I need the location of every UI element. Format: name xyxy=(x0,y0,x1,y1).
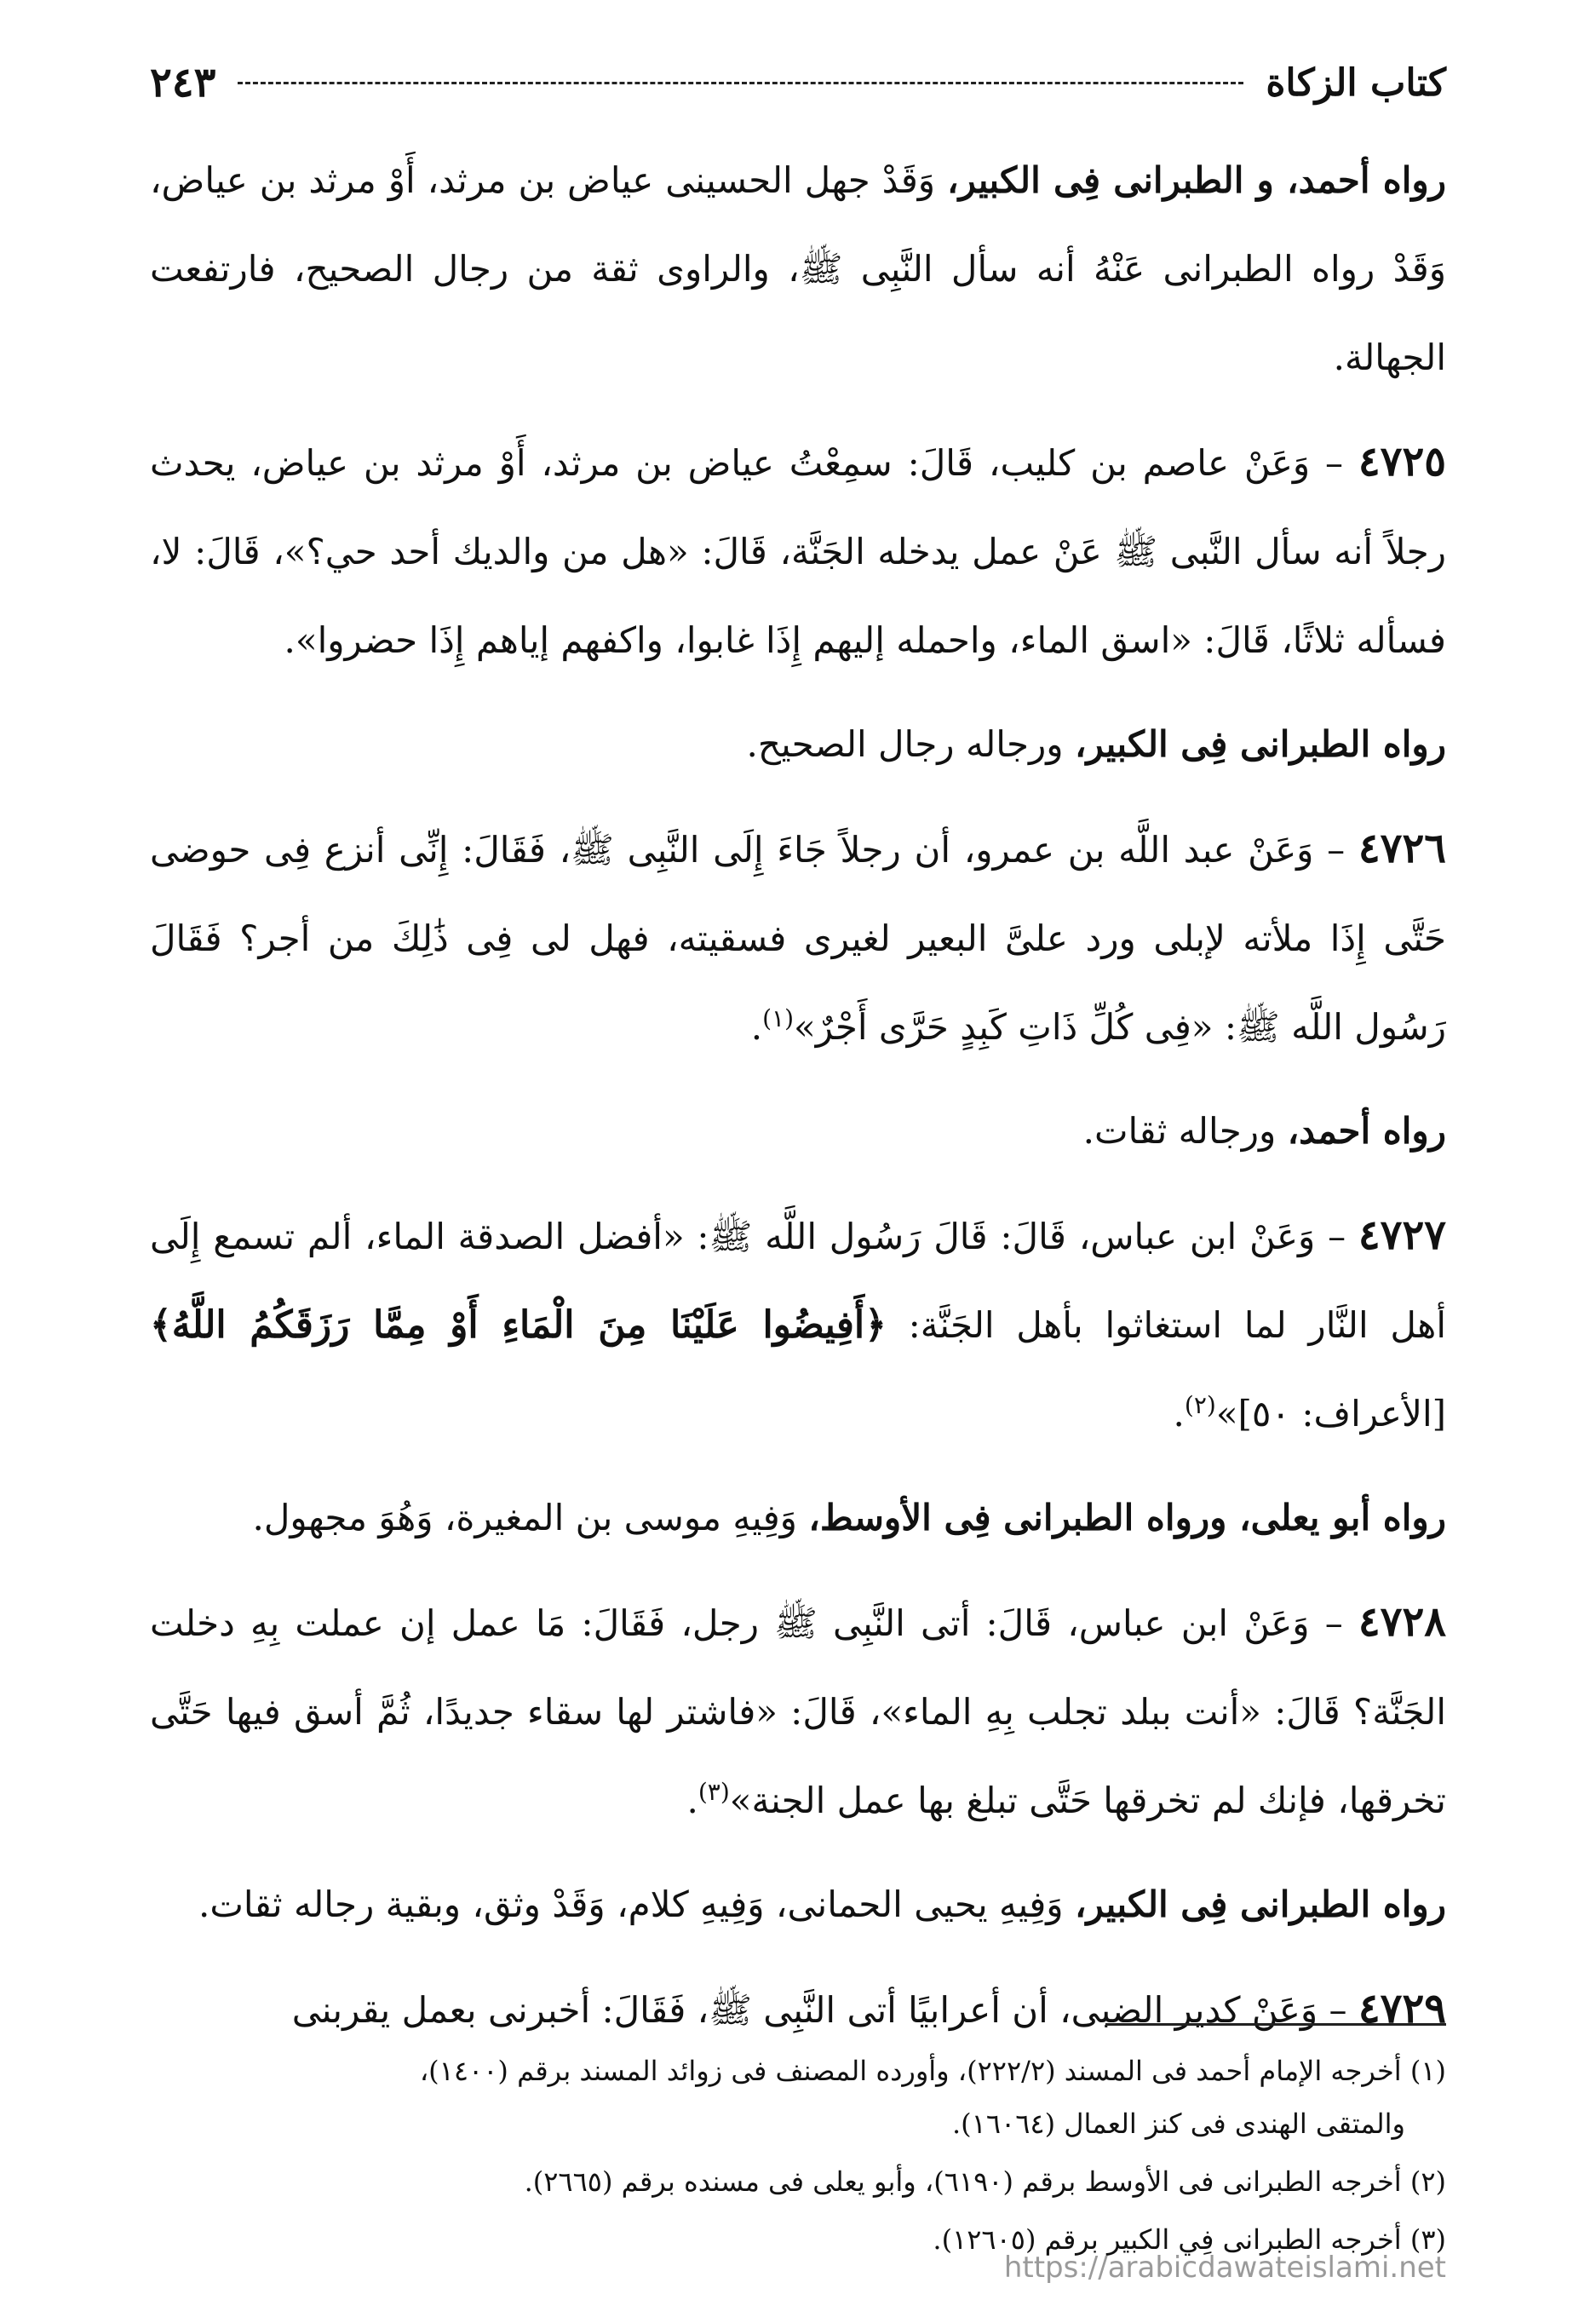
narration-text: ورجاله ثقات. xyxy=(1082,1110,1288,1152)
hadith-number: ٤٧٢٨ xyxy=(1358,1598,1447,1646)
hadith-text: – وَعَنْ ابن عباس، قَالَ: قَالَ رَسُول اللَّه ﷺ: «أفضل الصدقة الماء، ألم تسمع إِلَى أهل النَّار لما استغاثوا بأهل الجَنَّة: xyxy=(150,1216,1446,1346)
verse-reference: [الأعراف: ٥٠]» xyxy=(1215,1393,1446,1435)
narration-paragraph xyxy=(150,700,1446,789)
footnote-mark: (٢) xyxy=(1409,2165,1446,2198)
hadith-text: – وَعَنْ كدير الضبى، أن أعرابيًا أتى النَّبِى ﷺ، فَقَالَ: أخبرنى بعمل يقربنى xyxy=(291,1989,1347,2031)
footnote-separator xyxy=(1105,2023,1446,2026)
hadith-number: ٤٧٢٧ xyxy=(1358,1211,1447,1259)
source-attribution: رواه أحمد، و الطبرانى فِى الكبير، xyxy=(947,159,1446,201)
hadith-paragraph xyxy=(150,417,1446,685)
hadith-paragraph xyxy=(150,1964,1446,2055)
footnote-continuation: والمتقى الهندى فى كنز العمال (١٦٠٦٤). xyxy=(951,2107,1405,2140)
narration-text: وَفِيهِ يحيى الحمانى، وَفِيهِ كلام، وَقَدْ وثق، وبقية رجاله ثقات. xyxy=(198,1883,1075,1925)
source-attribution: رواه الطبرانى فِى الكبير، xyxy=(1074,723,1446,765)
narration-paragraph xyxy=(150,1474,1446,1562)
footnote-reference[interactable]: (١) xyxy=(762,1004,794,1032)
hadith-number: ٤٧٢٥ xyxy=(1358,438,1446,486)
narration-paragraph xyxy=(150,1860,1446,1949)
footnote-reference[interactable]: (٣) xyxy=(698,1778,730,1806)
footnote-reference[interactable]: (٢) xyxy=(1184,1391,1216,1419)
footnote-text: أخرجه الإمام أحمد فى المسند (٢٢٢/٢)، وأورده المصنف فى زوائد المسند برقم (١٤٠٠)، xyxy=(419,2055,1402,2087)
sentence-end: . xyxy=(686,1780,698,1821)
watermark: https://arabicdawateislami.net xyxy=(1003,2251,1446,2285)
quran-verse: ﴿أَفِيضُوا عَلَيْنَا مِنَ الْمَاءِ أَوْ مِمَّا رَزَقَكُمُ اللَّهُ﴾ xyxy=(150,1303,887,1347)
hadith-text: – وَعَنْ ابن عباس، قَالَ: أتى النَّبِى ﷺ رجل، فَقَالَ: مَا عمل إن عملت بِهِ دخلت الجَنَّة؟ قَالَ: «أنت ببلد تجلب بِهِ الماء»، قَالَ: «فاشتر لها سقاء جديدًا، ثُمَّ أسق فيها حَتَّى تخرقها، فإنك لم تخرقها حَتَّى تبلغ بها عمل الجنة» xyxy=(150,1602,1446,1821)
hadith-text: – وَعَنْ عبد اللَّه بن عمرو، أن رجلاً جَاءَ إِلَى النَّبِى ﷺ، فَقَالَ: إِنِّى أنزع فِى حوضى حَتَّى إِذَا ملأته لإبلى ورد علىَّ البعير لغيرى فسقيته، فهل لى فِى ذَٰلِكَ من أجر؟ فَقَالَ رَسُول اللَّه ﷺ: «فِى كُلِّ ذَاتِ كَبِدٍ حَرَّى أَجْرٌ» xyxy=(150,829,1446,1048)
narration-paragraph xyxy=(150,1087,1446,1176)
footnote-text: أخرجه الطبرانى فِي الكبير برقم (١٢٦٠٥). xyxy=(933,2223,1402,2256)
narration-text: ورجاله رجال الصحيح. xyxy=(746,723,1075,765)
page-header xyxy=(150,53,1446,112)
book-title: كتاب الزكاة xyxy=(1266,60,1446,105)
footnote xyxy=(150,2044,1446,2150)
sentence-end: . xyxy=(1173,1393,1185,1435)
narration-paragraph xyxy=(150,136,1446,402)
footnote-mark: (١) xyxy=(1409,2055,1446,2087)
hadith-number: ٤٧٢٩ xyxy=(1358,1985,1446,2033)
page-number: ٢٤٣ xyxy=(150,59,216,106)
source-attribution: رواه الطبرانى فِى الكبير، xyxy=(1074,1883,1446,1925)
sentence-end: . xyxy=(750,1006,763,1048)
source-attribution: رواه أحمد، xyxy=(1287,1110,1446,1152)
source-attribution: رواه أبو يعلى، ورواه الطبرانى فِى الأوسط، xyxy=(808,1497,1446,1538)
footnote-text: أخرجه الطبرانى فى الأوسط برقم (٦١٩٠)، وأبو يعلى فى مسنده برقم (٢٦٦٥). xyxy=(524,2165,1402,2198)
narration-text: وَفِيهِ موسى بن المغيرة، وَهُوَ مجهول. xyxy=(252,1497,809,1538)
hadith-number: ٤٧٢٦ xyxy=(1358,825,1446,872)
narration-text: وَقَدْ جهل الحسينى عياض بن مرثد، أَوْ مرثد بن عياض، وَقَدْ رواه الطبرانى عَنْهُ أنه سأل النَّبِى ﷺ، والراوى ثقة من رجال الصحيح، فارتفعت الجهالة. xyxy=(150,159,1446,378)
hadith-paragraph xyxy=(150,1191,1446,1458)
footnote xyxy=(150,2155,1446,2208)
footnote-mark: (٣) xyxy=(1409,2223,1446,2256)
hadith-text: – وَعَنْ عاصم بن كليب، قَالَ: سمِعْتُ عياض بن مرثد، أَوْ مرثد بن عياض، يحدث رجلاً أنه سأل النَّبى ﷺ عَنْ عمل يدخله الجَنَّة، قَالَ: «هل من والديك أحد حي؟»، قَالَ: لا، فسأله ثلاثًا، قَالَ: «اسق الماء، واحمله إليهم إِذَا غابوا، واكفهم إياهم إِذَا حضروا». xyxy=(150,442,1446,661)
main-text xyxy=(150,136,1446,2070)
footnotes xyxy=(150,2044,1446,2271)
hadith-paragraph xyxy=(150,1578,1446,1845)
hadith-paragraph xyxy=(150,804,1446,1072)
header-divider xyxy=(238,82,1243,84)
